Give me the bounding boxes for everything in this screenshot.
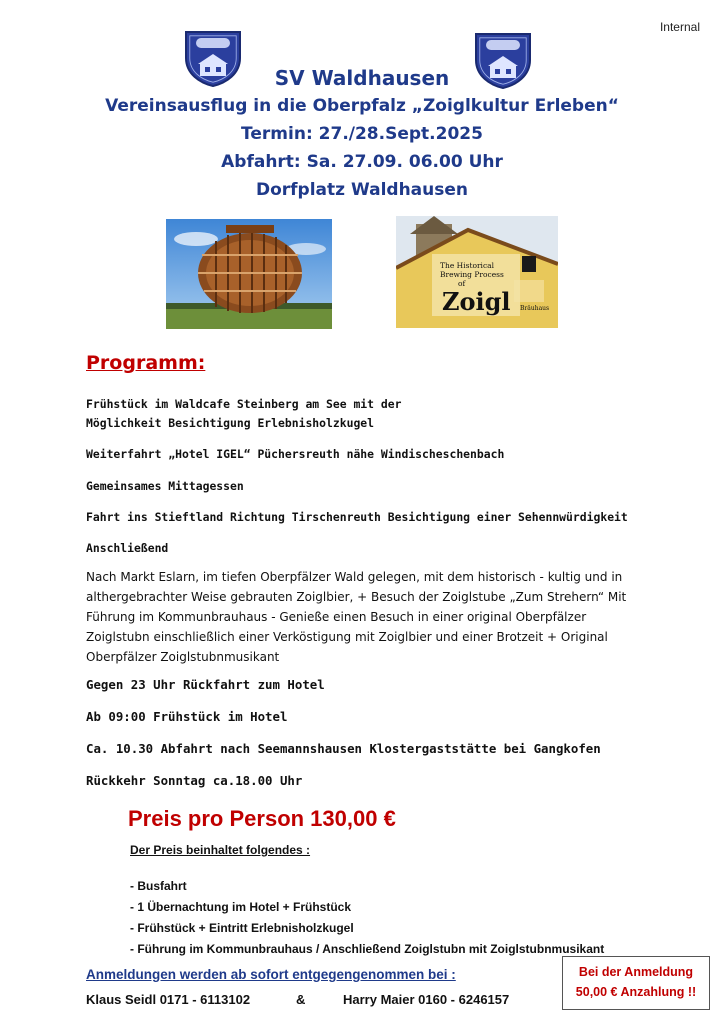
poster-line-1: The Historical (440, 261, 495, 270)
trip-date: Termin: 27./28.Sept.2025 (241, 124, 483, 144)
list-item: - Frühstück + Eintritt Erlebnisholzkugel (130, 921, 354, 935)
deposit-line-2: 50,00 € Anzahlung !! (575, 985, 697, 999)
deposit-line-1: Bei der Anmeldung (578, 965, 694, 979)
price-includes-title: Der Preis beinhaltet folgendes : (130, 843, 311, 857)
program-item: Gegen 23 Uhr Rückfahrt zum Hotel (86, 677, 325, 692)
program-item: Gemeinsames Mittagessen (86, 479, 244, 493)
contact-harry: Harry Maier 0160 - 6246157 (343, 992, 510, 1007)
list-item: - Führung im Kommunbrauhaus / Anschließend Zoiglstubn mit Zoiglstubnmusikant (130, 942, 605, 956)
departure-time: Abfahrt: Sa. 27.09. 06.00 Uhr (221, 152, 503, 172)
program-item: Rückkehr Sonntag ca.18.00 Uhr (86, 773, 303, 788)
registration-title: Anmeldungen werden ab sofort entgegengenommen bei : (86, 967, 456, 982)
program-title: Programm: (86, 352, 206, 374)
program-item: Ca. 10.30 Abfahrt nach Seemannshausen Klostergaststätte bei Gangkofen (86, 741, 601, 756)
poster-line-2: Brewing Process (440, 270, 504, 279)
price-per-person: Preis pro Person 130,00 € (128, 806, 396, 831)
program-item: Möglichkeit Besichtigung Erlebnisholzkugel (86, 416, 375, 430)
list-item: - Busfahrt (130, 879, 187, 893)
photo-wooden-tower (166, 219, 332, 329)
deposit-note (562, 956, 710, 1010)
program-item: Fahrt ins Stieftland Richtung Tirschenreuth Besichtigung einer Sehennwürdigkeit (86, 510, 628, 524)
photo-zoigl-poster (396, 216, 558, 328)
program-item: Ab 09:00 Frühstück im Hotel (86, 709, 288, 724)
internal-label: Internal (659, 20, 700, 34)
contact-klaus: Klaus Seidl 0171 - 6113102 (86, 992, 251, 1007)
program-item: Anschließend (86, 541, 169, 555)
poster-word: Zoigl (442, 287, 511, 316)
departure-location: Dorfplatz Waldhausen (255, 180, 469, 200)
club-title: SV Waldhausen (274, 66, 450, 90)
price-includes-list (130, 876, 604, 960)
program-paragraph: Nach Markt Eslarn, im tiefen Oberpfälzer Wald gelegen, mit dem historisch - kultig und in althergebrachter Weise gebrauten Zoiglbier, + Besuch der Zoiglstube „Zum Strehern“ Mit Führung im Kommunbrauhaus - Genieße einen Besuch in einer original Oberpfälzer Zoiglstubn einschließlich einer Verköstigung mit Zoiglbier und einer Brotzeit + Original Oberpfälzer Zoiglstubnmusikant (86, 570, 627, 664)
contact-separator: & (296, 992, 306, 1007)
list-item: - 1 Übernachtung im Hotel + Frühstück (130, 900, 352, 914)
program-item: Frühstück im Waldcafe Steinberg am See mit der (86, 397, 402, 411)
poster-line-3: of (458, 279, 466, 288)
program-item: Weiterfahrt „Hotel IGEL“ Püchersreuth nähe Windischeschenbach (86, 447, 505, 461)
trip-title: Vereinsausflug in die Oberpfalz „Zoiglkultur Erleben“ (105, 96, 619, 116)
poster-signage: Bräuhaus (520, 305, 550, 312)
